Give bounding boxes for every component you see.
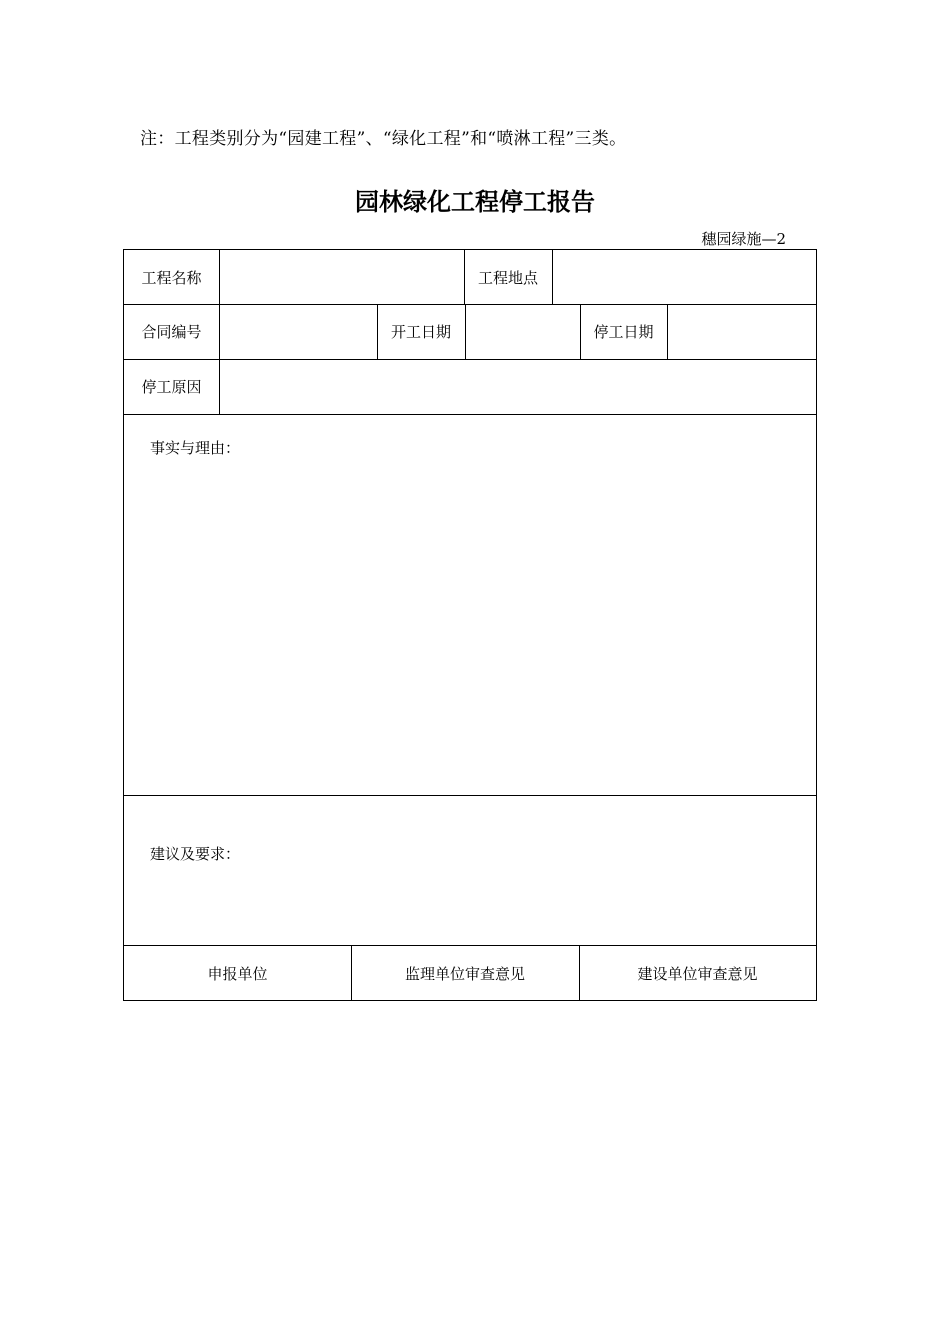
note-text: 注：工程类别分为“园建工程”、“绿化工程”和“喷淋工程”三类。 bbox=[140, 129, 627, 149]
start-date-label: 开工日期 bbox=[390, 323, 451, 341]
form-code: 穗园绿施—2 bbox=[701, 230, 786, 248]
stop-date-label: 停工日期 bbox=[593, 323, 654, 341]
stop-date-field[interactable] bbox=[668, 305, 816, 359]
project-name-field[interactable] bbox=[220, 251, 464, 304]
contract-no-label: 合同编号 bbox=[141, 323, 202, 341]
suggestions-field[interactable] bbox=[125, 866, 815, 944]
stop-reason-label: 停工原因 bbox=[141, 378, 202, 396]
stop-work-report-form bbox=[123, 249, 817, 1001]
contract-no-field[interactable] bbox=[220, 305, 377, 359]
row-divider bbox=[124, 414, 816, 415]
suggestions-label: 建议及要求： bbox=[150, 845, 241, 863]
stop-reason-field[interactable] bbox=[220, 360, 816, 414]
project-location-field[interactable] bbox=[553, 251, 816, 304]
row-divider bbox=[124, 795, 816, 796]
project-name-label: 工程名称 bbox=[141, 268, 202, 287]
facts-label: 事实与理由： bbox=[150, 439, 241, 457]
builder-review-label: 建设单位审查意见 bbox=[637, 964, 758, 983]
start-date-field[interactable] bbox=[466, 305, 580, 359]
facts-field[interactable] bbox=[125, 460, 815, 794]
supervisor-review-label: 监理单位审查意见 bbox=[404, 964, 525, 983]
page-title: 园林绿化工程停工报告 bbox=[355, 188, 595, 216]
applicant-label: 申报单位 bbox=[207, 964, 268, 983]
project-location-label: 工程地点 bbox=[477, 268, 538, 287]
